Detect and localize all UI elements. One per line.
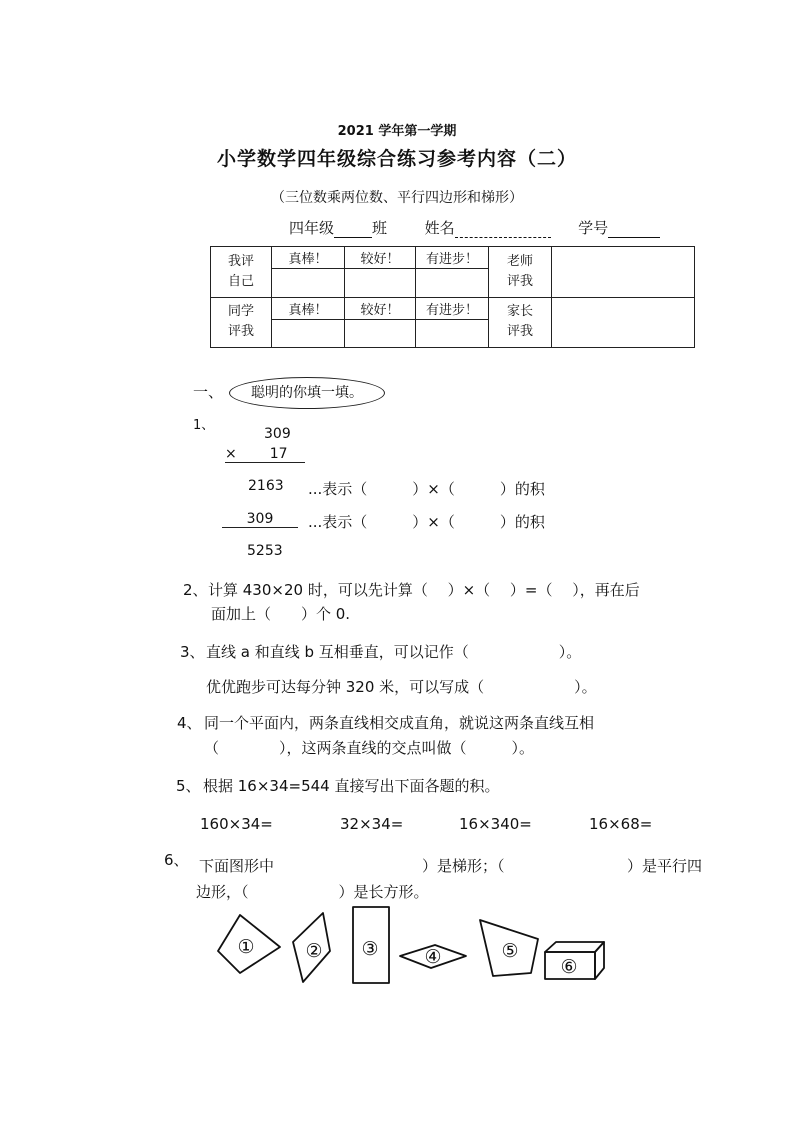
class-blank[interactable] xyxy=(334,237,372,238)
q5-item: 160×34= xyxy=(200,815,273,833)
self-great-box[interactable] xyxy=(272,269,345,298)
q6-line1-c: ）是平行四 xyxy=(627,857,703,875)
q3-line2: 优优跑步可达每分钟 320 米，可以写成（ ）。 xyxy=(206,678,597,696)
q5-item: 16×340= xyxy=(459,815,532,833)
shapes-figure xyxy=(0,895,794,1005)
q1-number: 1、 xyxy=(193,418,215,433)
section-title: 聪明的你填一填。 xyxy=(229,377,385,409)
page-title: 小学数学四年级综合练习参考内容（二） xyxy=(216,148,577,170)
rating-great: 真棒！ xyxy=(272,297,345,319)
self-progress-box[interactable] xyxy=(416,269,489,298)
q1-line1-text: ...表示（ ）×（ ）的积 xyxy=(308,480,545,498)
q1-multiplier: 17 xyxy=(269,446,288,462)
q1-partial2: 309 xyxy=(222,511,298,528)
q4-line2: （ ），这两条直线的交点叫做（ ）。 xyxy=(204,739,535,757)
self-eval-label: 我评 自己 xyxy=(211,247,272,298)
rating-good: 较好！ xyxy=(345,297,416,319)
teacher-eval-label: 老师 评我 xyxy=(489,247,552,298)
q2-number: 2、 xyxy=(183,581,208,599)
info-line xyxy=(289,217,660,238)
q6-line1-b: ）是梯形；（ xyxy=(422,857,505,875)
q5-line1: 根据 16×34=544 直接写出下面各题的积。 xyxy=(203,777,500,795)
q1-multiplier-row xyxy=(225,446,305,463)
shape-label: ⑤ xyxy=(501,940,519,962)
q6-number: 6、 xyxy=(164,851,189,869)
peer-good-box[interactable] xyxy=(345,319,416,348)
rating-good: 较好！ xyxy=(345,247,416,269)
section-number: 一、 xyxy=(193,383,224,401)
q6-line1-a: 下面图形中 xyxy=(199,857,275,875)
evaluation-table xyxy=(210,246,695,348)
page-subtitle: （三位数乘两位数、平行四边形和梯形） xyxy=(271,190,523,206)
self-good-box[interactable] xyxy=(345,269,416,298)
rating-progress: 有进步！ xyxy=(416,247,489,269)
q3-line1: 直线 a 和直线 b 互相垂直，可以记作（ ）。 xyxy=(206,643,582,661)
q5-item: 32×34= xyxy=(340,815,404,833)
q1-line2-text: ...表示（ ）×（ ）的积 xyxy=(308,513,545,531)
q4-number: 4、 xyxy=(177,714,202,732)
q4-line1: 同一个平面内，两条直线相交成直角，就说这两条直线互相 xyxy=(204,714,595,732)
rating-progress: 有进步！ xyxy=(416,297,489,319)
q3-number: 3、 xyxy=(180,643,205,661)
q1-product: 5253 xyxy=(247,543,283,559)
grade-label: 四年级 xyxy=(289,219,335,237)
teacher-eval-box[interactable] xyxy=(552,247,695,298)
shape-label: ② xyxy=(305,940,323,962)
rating-great: 真棒！ xyxy=(272,247,345,269)
shape-label: ① xyxy=(237,936,255,958)
class-label: 班 xyxy=(372,219,388,237)
peer-eval-label: 同学 评我 xyxy=(211,297,272,348)
times-sign: × xyxy=(225,446,237,462)
q2-line1: 计算 430×20 时，可以先计算（ ）×（ ）=（ ），再在后 xyxy=(208,581,640,599)
q1-partial1: 2163 xyxy=(248,478,284,494)
q5-number: 5、 xyxy=(176,777,201,795)
shape-label: ③ xyxy=(361,938,379,960)
peer-great-box[interactable] xyxy=(272,319,345,348)
q1-multiplicand: 309 xyxy=(264,426,291,442)
parent-eval-box[interactable] xyxy=(552,297,695,348)
year-line: 2021 学年第一学期 xyxy=(337,124,457,139)
name-blank[interactable] xyxy=(455,237,551,238)
shape-label: ④ xyxy=(424,946,442,968)
q6-line2: 边形，（ ）是长方形。 xyxy=(196,883,429,901)
peer-progress-box[interactable] xyxy=(416,319,489,348)
shape-6-box-side xyxy=(595,942,604,979)
q2-line2: 面加上（ ）个 0. xyxy=(211,605,351,623)
id-label: 学号 xyxy=(578,219,609,237)
name-label: 姓名 xyxy=(424,219,455,237)
id-blank[interactable] xyxy=(608,237,660,238)
shape-label: ⑥ xyxy=(560,956,578,978)
q5-item: 16×68= xyxy=(589,815,653,833)
parent-eval-label: 家长 评我 xyxy=(489,297,552,348)
